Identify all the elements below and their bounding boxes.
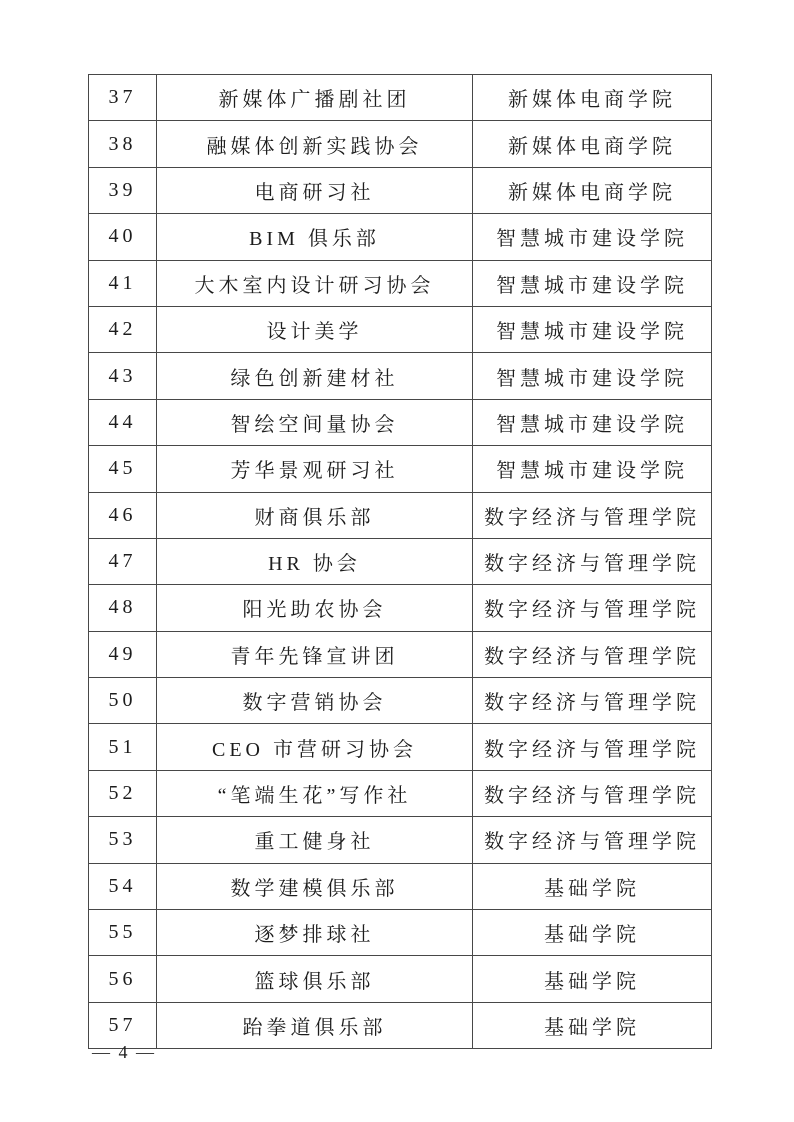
cell-club-name: 逐梦排球社 [157,910,473,956]
table-row [89,260,712,306]
cell-college-name: 新媒体电商学院 [473,75,712,121]
cell-serial-number: 38 [89,121,157,167]
cell-serial-number: 43 [89,353,157,399]
cell-serial-number: 55 [89,910,157,956]
cell-serial-number: 45 [89,446,157,492]
table-row [89,121,712,167]
table-row [89,75,712,121]
cell-serial-number: 40 [89,214,157,260]
cell-college-name: 智慧城市建设学院 [473,260,712,306]
cell-college-name: 数字经济与管理学院 [473,724,712,770]
cell-club-name: CEO 市营研习协会 [157,724,473,770]
cell-serial-number: 53 [89,817,157,863]
table-row [89,910,712,956]
cell-club-name: 跆拳道俱乐部 [157,1002,473,1048]
cell-serial-number: 49 [89,631,157,677]
cell-college-name: 基础学院 [473,863,712,909]
cell-club-name: 财商俱乐部 [157,492,473,538]
cell-club-name: 重工健身社 [157,817,473,863]
cell-college-name: 数字经济与管理学院 [473,538,712,584]
table-row [89,631,712,677]
cell-club-name: 青年先锋宣讲团 [157,631,473,677]
cell-serial-number: 37 [89,75,157,121]
cell-college-name: 数字经济与管理学院 [473,770,712,816]
table-row [89,306,712,352]
cell-serial-number: 39 [89,167,157,213]
cell-serial-number: 47 [89,538,157,584]
table-row [89,678,712,724]
cell-club-name: 数字营销协会 [157,678,473,724]
cell-college-name: 数字经济与管理学院 [473,492,712,538]
cell-club-name: 大木室内设计研习协会 [157,260,473,306]
cell-serial-number: 51 [89,724,157,770]
cell-serial-number: 52 [89,770,157,816]
cell-college-name: 基础学院 [473,1002,712,1048]
clubs-table-body [89,75,712,1049]
cell-club-name: HR 协会 [157,538,473,584]
cell-college-name: 数字经济与管理学院 [473,678,712,724]
table-row [89,770,712,816]
cell-college-name: 数字经济与管理学院 [473,631,712,677]
table-row [89,585,712,631]
cell-club-name: 智绘空间量协会 [157,399,473,445]
cell-serial-number: 44 [89,399,157,445]
cell-club-name: BIM 俱乐部 [157,214,473,260]
cell-serial-number: 56 [89,956,157,1002]
table-row [89,724,712,770]
cell-serial-number: 54 [89,863,157,909]
cell-club-name: 绿色创新建材社 [157,353,473,399]
cell-club-name: 篮球俱乐部 [157,956,473,1002]
cell-club-name: 数学建模俱乐部 [157,863,473,909]
cell-club-name: “笔端生花”写作社 [157,770,473,816]
table-row [89,956,712,1002]
cell-serial-number: 42 [89,306,157,352]
table-row [89,353,712,399]
cell-club-name: 阳光助农协会 [157,585,473,631]
cell-college-name: 智慧城市建设学院 [473,353,712,399]
cell-serial-number: 50 [89,678,157,724]
table-row [89,1002,712,1048]
cell-college-name: 智慧城市建设学院 [473,214,712,260]
cell-club-name: 芳华景观研习社 [157,446,473,492]
cell-college-name: 智慧城市建设学院 [473,306,712,352]
cell-club-name: 电商研习社 [157,167,473,213]
cell-serial-number: 41 [89,260,157,306]
table-row [89,863,712,909]
cell-college-name: 基础学院 [473,910,712,956]
table-row [89,167,712,213]
table-row [89,446,712,492]
cell-club-name: 新媒体广播剧社团 [157,75,473,121]
table-row [89,492,712,538]
cell-college-name: 新媒体电商学院 [473,121,712,167]
table-row [89,538,712,584]
cell-college-name: 数字经济与管理学院 [473,817,712,863]
cell-college-name: 智慧城市建设学院 [473,446,712,492]
page-number: — 4 — [92,1042,156,1062]
cell-serial-number: 57 [89,1002,157,1048]
cell-college-name: 新媒体电商学院 [473,167,712,213]
cell-college-name: 基础学院 [473,956,712,1002]
table-row [89,399,712,445]
clubs-table [88,74,712,1049]
table-row [89,214,712,260]
cell-club-name: 融媒体创新实践协会 [157,121,473,167]
cell-serial-number: 48 [89,585,157,631]
cell-college-name: 数字经济与管理学院 [473,585,712,631]
cell-serial-number: 46 [89,492,157,538]
cell-club-name: 设计美学 [157,306,473,352]
table-row [89,817,712,863]
cell-college-name: 智慧城市建设学院 [473,399,712,445]
